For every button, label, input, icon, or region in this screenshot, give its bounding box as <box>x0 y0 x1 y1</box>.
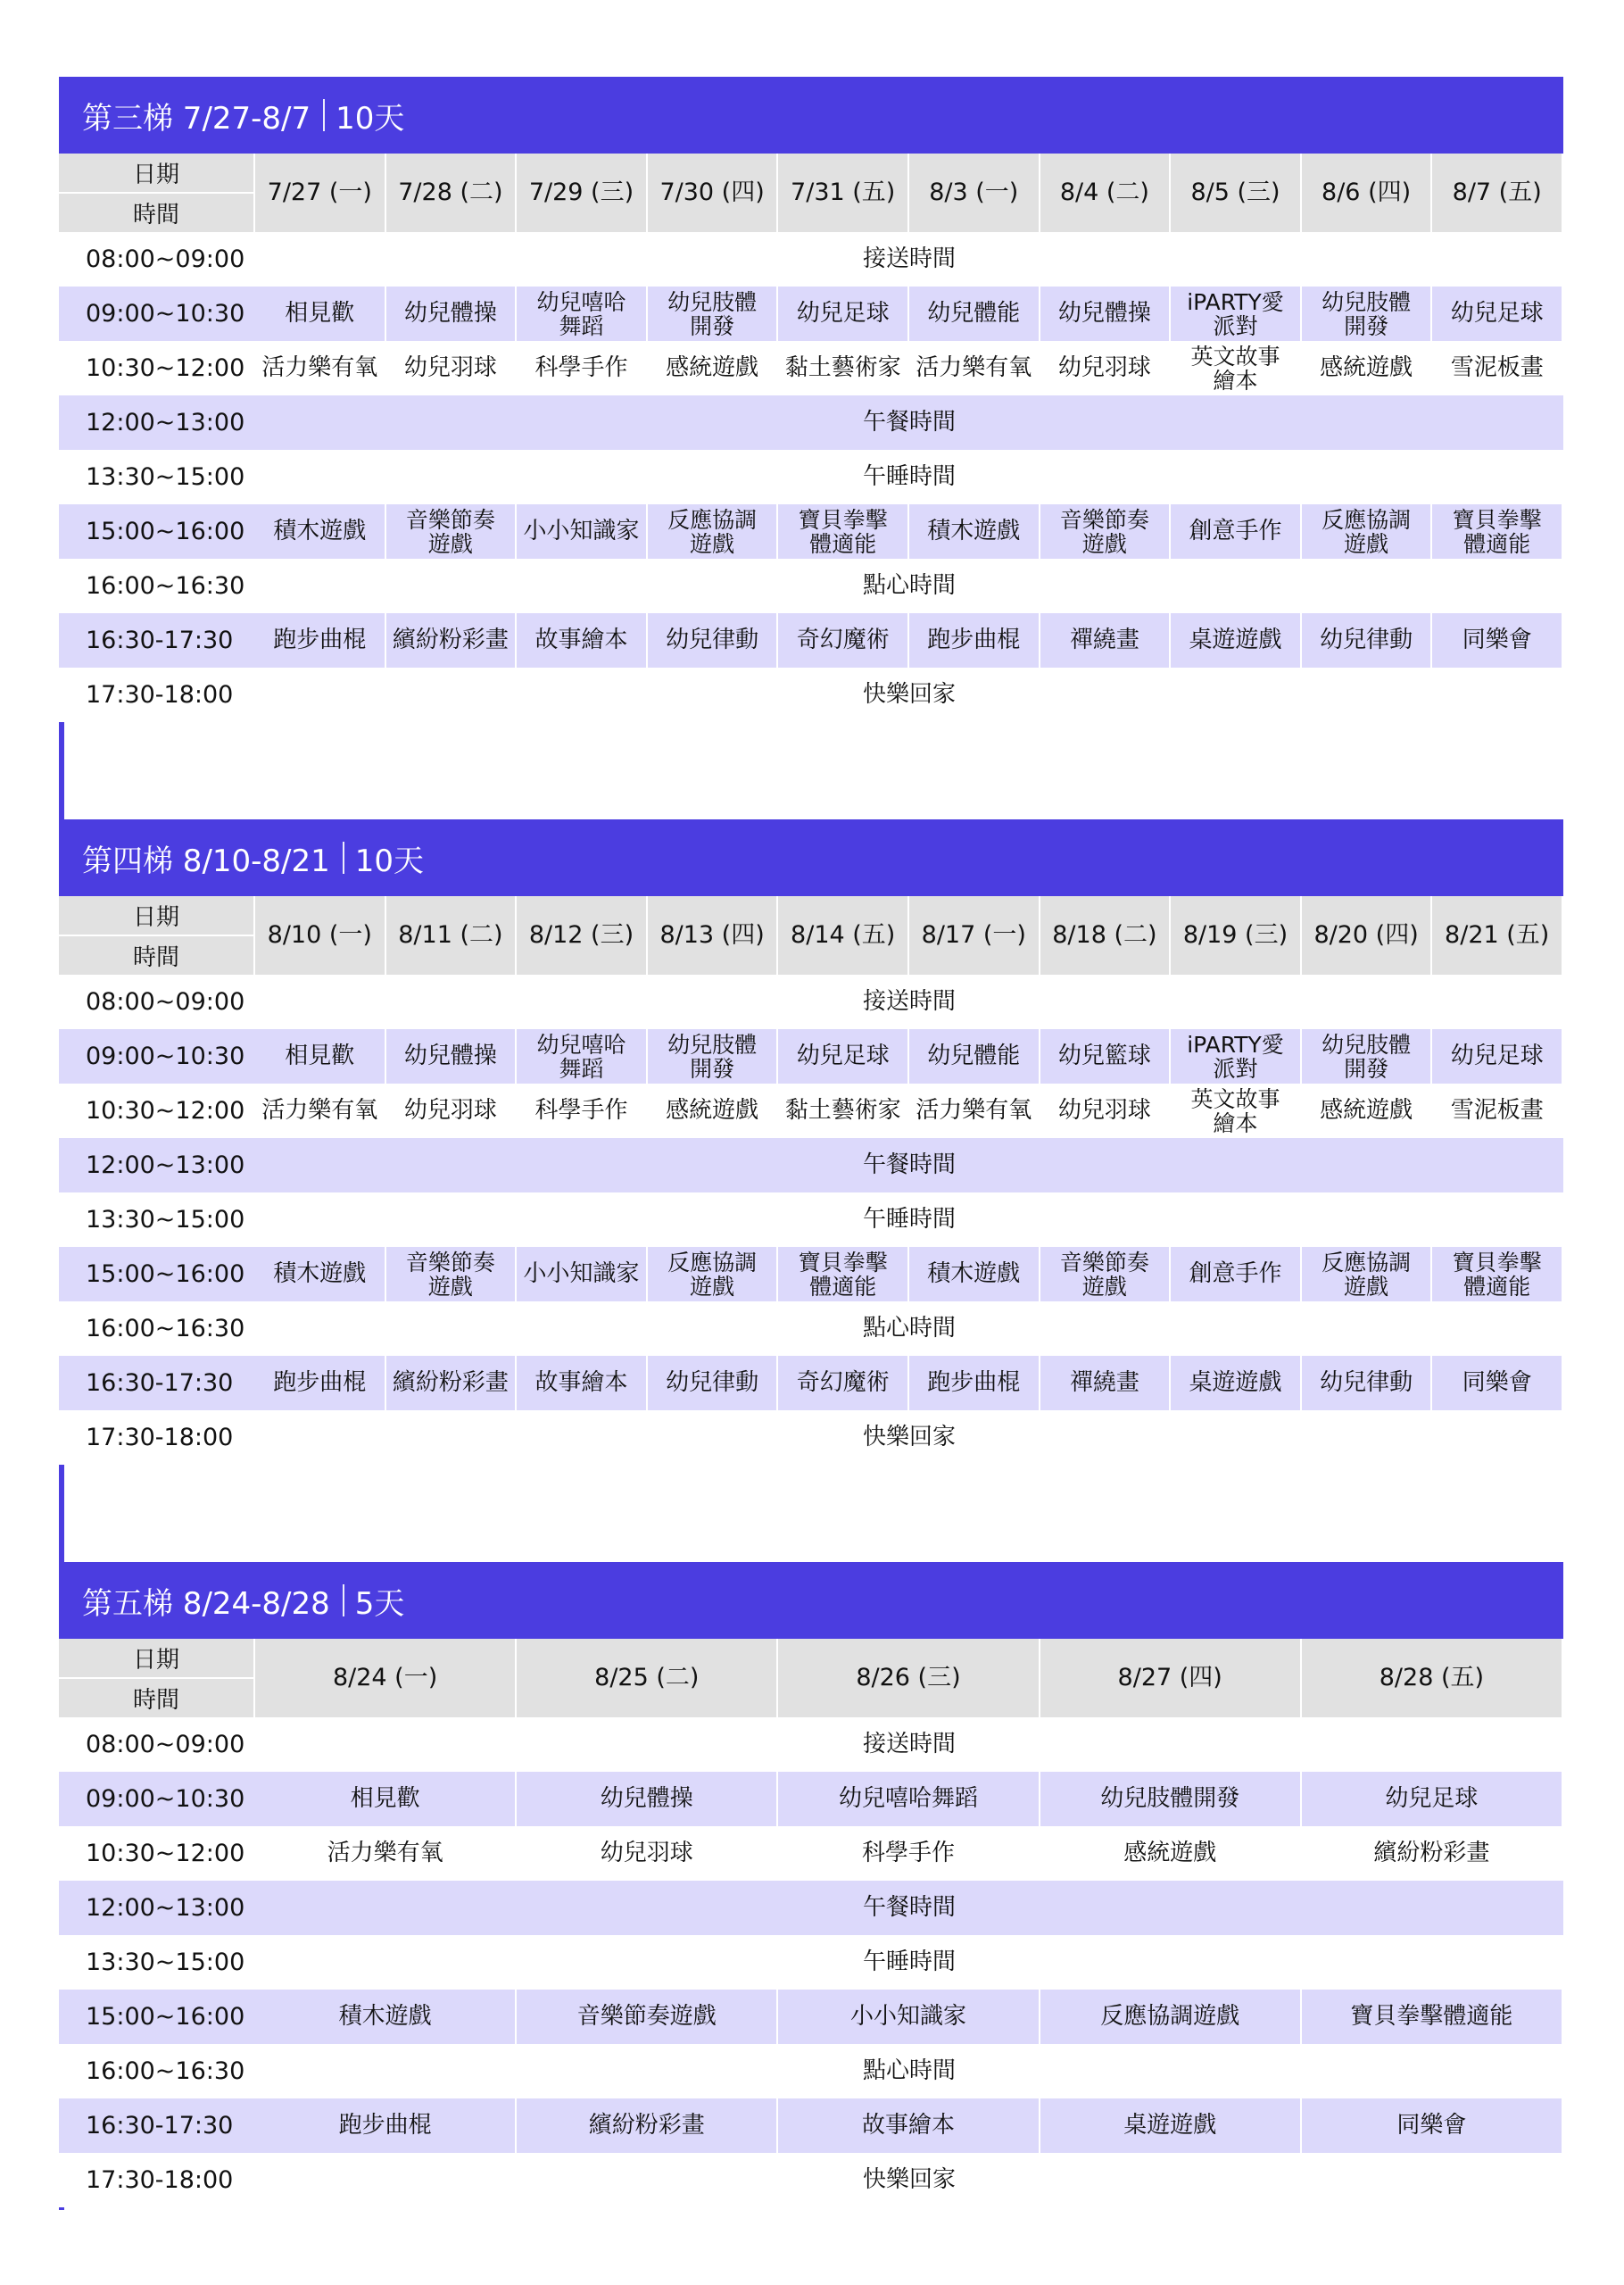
activity-cell: iPARTY愛派對 <box>1171 1029 1302 1084</box>
activity-cell: 活力樂有氧 <box>255 341 386 395</box>
activity-cell: 幼兒體操 <box>386 1029 518 1084</box>
activity-cell: 雪泥板畫 <box>1432 341 1563 395</box>
activity-cell: 音樂節奏遊戲 <box>1040 504 1172 559</box>
day-header: 8/5 (三) <box>1171 154 1302 232</box>
activity-cell: 幼兒足球 <box>1432 287 1563 341</box>
activity-cell: 積木遊戲 <box>909 1247 1040 1301</box>
day-header: 8/7 (五) <box>1432 154 1563 232</box>
activity-cell: 活力樂有氧 <box>909 1084 1040 1138</box>
section-title: 第三梯 7/27-8/7 <box>82 100 311 137</box>
section-title: 第五梯 8/24-8/28 <box>82 1585 330 1622</box>
day-header: 8/14 (五) <box>778 896 909 975</box>
header-corner <box>59 896 255 975</box>
time-slot: 12:00~13:00 <box>59 395 255 450</box>
activity-cell: 科學手作 <box>517 341 648 395</box>
time-slot: 16:30-17:30 <box>59 1356 255 1410</box>
time-slot: 17:30-18:00 <box>59 668 255 722</box>
activity-cell: 感統遊戲 <box>1302 1084 1433 1138</box>
time-slot: 16:30-17:30 <box>59 2098 255 2153</box>
schedule-table <box>59 896 1563 1465</box>
time-slot: 15:00~16:00 <box>59 504 255 559</box>
activity-cell: 幼兒體操 <box>517 1772 778 1826</box>
activity-cell: 音樂節奏遊戲 <box>386 504 518 559</box>
shared-activity: 快樂回家 <box>255 1410 1563 1465</box>
activity-cell: 跑步曲棍 <box>255 2098 517 2153</box>
section-divider <box>343 842 344 874</box>
activity-cell: 活力樂有氧 <box>255 1084 386 1138</box>
date-label: 日期 <box>59 154 253 194</box>
activity-cell: 寶貝拳擊體適能 <box>1302 1990 1563 2044</box>
activity-cell: 寶貝拳擊體適能 <box>778 1247 909 1301</box>
section-divider <box>343 1584 344 1616</box>
activity-cell: 英文故事繪本 <box>1171 341 1302 395</box>
activity-cell: 活力樂有氧 <box>255 1826 517 1881</box>
activity-cell: 幼兒律動 <box>648 1356 779 1410</box>
activity-cell: 桌遊遊戲 <box>1171 613 1302 668</box>
day-header: 8/17 (一) <box>909 896 1040 975</box>
activity-cell: 幼兒羽球 <box>386 1084 518 1138</box>
activity-cell: 幼兒羽球 <box>386 341 518 395</box>
activity-cell: 音樂節奏遊戲 <box>517 1990 778 2044</box>
activity-cell: 反應協調遊戲 <box>648 504 779 559</box>
day-header: 8/25 (二) <box>517 1639 778 1717</box>
date-label: 日期 <box>59 896 253 936</box>
activity-cell: 幼兒羽球 <box>1040 1084 1172 1138</box>
day-header: 8/10 (一) <box>255 896 386 975</box>
activity-cell: 感統遊戲 <box>648 341 779 395</box>
shared-activity: 接送時間 <box>255 1717 1563 1772</box>
schedule-table <box>59 1639 1563 2207</box>
shared-activity: 點心時間 <box>255 2044 1563 2098</box>
activity-cell: 積木遊戲 <box>909 504 1040 559</box>
section-header <box>59 1562 1563 1639</box>
time-slot: 10:30~12:00 <box>59 341 255 395</box>
day-header: 8/4 (二) <box>1040 154 1172 232</box>
time-slot: 15:00~16:00 <box>59 1247 255 1301</box>
activity-cell: 感統遊戲 <box>1302 341 1433 395</box>
activity-cell: 幼兒羽球 <box>517 1826 778 1881</box>
activity-cell: 創意手作 <box>1171 504 1302 559</box>
activity-cell: 感統遊戲 <box>1040 1826 1302 1881</box>
time-slot: 09:00~10:30 <box>59 287 255 341</box>
activity-cell: 幼兒律動 <box>1302 1356 1433 1410</box>
time-slot: 12:00~13:00 <box>59 1881 255 1935</box>
activity-cell: iPARTY愛派對 <box>1171 287 1302 341</box>
shared-activity: 接送時間 <box>255 975 1563 1029</box>
activity-cell: 反應協調遊戲 <box>1302 504 1433 559</box>
activity-cell: 黏土藝術家 <box>778 341 909 395</box>
activity-cell: 幼兒體操 <box>1040 287 1172 341</box>
day-header: 8/27 (四) <box>1040 1639 1302 1717</box>
time-slot: 13:30~15:00 <box>59 1192 255 1247</box>
activity-cell: 禪繞畫 <box>1040 613 1172 668</box>
activity-cell: 相見歡 <box>255 1029 386 1084</box>
schedule-table <box>59 154 1563 722</box>
activity-cell: 幼兒肢體開發 <box>1040 1772 1302 1826</box>
shared-activity: 接送時間 <box>255 232 1563 287</box>
day-header: 8/3 (一) <box>909 154 1040 232</box>
time-slot: 10:30~12:00 <box>59 1826 255 1881</box>
section-header <box>59 819 1563 896</box>
activity-cell: 小小知識家 <box>517 1247 648 1301</box>
activity-cell: 幼兒足球 <box>1302 1772 1563 1826</box>
activity-cell: 跑步曲棍 <box>255 1356 386 1410</box>
activity-cell: 反應協調遊戲 <box>1040 1990 1302 2044</box>
day-header: 8/12 (三) <box>517 896 648 975</box>
activity-cell: 相見歡 <box>255 287 386 341</box>
activity-cell: 桌遊遊戲 <box>1040 2098 1302 2153</box>
day-header: 7/27 (一) <box>255 154 386 232</box>
section-divider <box>323 99 325 131</box>
section-header <box>59 77 1563 154</box>
time-slot: 16:00~16:30 <box>59 559 255 613</box>
activity-cell: 幼兒籃球 <box>1040 1029 1172 1084</box>
activity-cell: 反應協調遊戲 <box>648 1247 779 1301</box>
activity-cell: 繽紛粉彩畫 <box>517 2098 778 2153</box>
activity-cell: 寶貝拳擊體適能 <box>1432 1247 1563 1301</box>
time-slot: 12:00~13:00 <box>59 1138 255 1192</box>
schedule-section <box>59 1562 1563 2207</box>
shared-activity: 快樂回家 <box>255 668 1563 722</box>
shared-activity: 點心時間 <box>255 1301 1563 1356</box>
time-slot: 13:30~15:00 <box>59 450 255 504</box>
time-slot: 17:30-18:00 <box>59 2153 255 2207</box>
activity-cell: 創意手作 <box>1171 1247 1302 1301</box>
time-slot: 10:30~12:00 <box>59 1084 255 1138</box>
activity-cell: 幼兒嘻哈舞蹈 <box>517 287 648 341</box>
day-header: 7/28 (二) <box>386 154 518 232</box>
activity-cell: 幼兒體操 <box>386 287 518 341</box>
activity-cell: 幼兒足球 <box>1432 1029 1563 1084</box>
time-slot: 08:00~09:00 <box>59 1717 255 1772</box>
activity-cell: 幼兒體能 <box>909 287 1040 341</box>
activity-cell: 幼兒肢體開發 <box>1302 1029 1433 1084</box>
shared-activity: 快樂回家 <box>255 2153 1563 2207</box>
day-header: 8/6 (四) <box>1302 154 1433 232</box>
day-header: 8/28 (五) <box>1302 1639 1563 1717</box>
day-header: 8/26 (三) <box>778 1639 1040 1717</box>
activity-cell: 積木遊戲 <box>255 504 386 559</box>
shared-activity: 點心時間 <box>255 559 1563 613</box>
activity-cell: 禪繞畫 <box>1040 1356 1172 1410</box>
activity-cell: 科學手作 <box>778 1826 1040 1881</box>
activity-cell: 幼兒羽球 <box>1040 341 1172 395</box>
schedule-section <box>59 819 1563 1465</box>
section-title: 第四梯 8/10-8/21 <box>82 843 330 879</box>
activity-cell: 音樂節奏遊戲 <box>386 1247 518 1301</box>
schedule-section <box>59 77 1563 722</box>
time-label: 時間 <box>132 1687 179 1714</box>
activity-cell: 幼兒肢體開發 <box>1302 287 1433 341</box>
activity-cell: 活力樂有氧 <box>909 341 1040 395</box>
activity-cell: 科學手作 <box>517 1084 648 1138</box>
section-duration: 5天 <box>354 1585 405 1622</box>
time-slot: 16:00~16:30 <box>59 1301 255 1356</box>
activity-cell: 英文故事繪本 <box>1171 1084 1302 1138</box>
time-slot: 15:00~16:00 <box>59 1990 255 2044</box>
day-header: 8/11 (二) <box>386 896 518 975</box>
header-corner <box>59 1639 255 1717</box>
activity-cell: 積木遊戲 <box>255 1990 517 2044</box>
activity-cell: 繽紛粉彩畫 <box>386 613 518 668</box>
shared-activity: 午睡時間 <box>255 1935 1563 1990</box>
activity-cell: 奇幻魔術 <box>778 1356 909 1410</box>
date-label: 日期 <box>59 1639 253 1679</box>
activity-cell: 寶貝拳擊體適能 <box>1432 504 1563 559</box>
activity-cell: 跑步曲棍 <box>909 1356 1040 1410</box>
activity-cell: 同樂會 <box>1302 2098 1563 2153</box>
activity-cell: 繽紛粉彩畫 <box>386 1356 518 1410</box>
activity-cell: 故事繪本 <box>517 1356 648 1410</box>
time-slot: 09:00~10:30 <box>59 1029 255 1084</box>
section-duration: 10天 <box>354 843 425 879</box>
time-slot: 17:30-18:00 <box>59 1410 255 1465</box>
activity-cell: 奇幻魔術 <box>778 613 909 668</box>
activity-cell: 故事繪本 <box>778 2098 1040 2153</box>
activity-cell: 幼兒律動 <box>648 613 779 668</box>
time-slot: 16:00~16:30 <box>59 2044 255 2098</box>
day-header: 7/29 (三) <box>517 154 648 232</box>
activity-cell: 幼兒肢體開發 <box>648 1029 779 1084</box>
activity-cell: 幼兒肢體開發 <box>648 287 779 341</box>
shared-activity: 午睡時間 <box>255 450 1563 504</box>
activity-cell: 同樂會 <box>1432 613 1563 668</box>
activity-cell: 幼兒體能 <box>909 1029 1040 1084</box>
day-header: 8/18 (二) <box>1040 896 1172 975</box>
day-header: 7/31 (五) <box>778 154 909 232</box>
activity-cell: 繽紛粉彩畫 <box>1302 1826 1563 1881</box>
activity-cell: 幼兒嘻哈舞蹈 <box>517 1029 648 1084</box>
day-header: 8/13 (四) <box>648 896 779 975</box>
activity-cell: 桌遊遊戲 <box>1171 1356 1302 1410</box>
activity-cell: 音樂節奏遊戲 <box>1040 1247 1172 1301</box>
activity-cell: 小小知識家 <box>517 504 648 559</box>
activity-cell: 幼兒足球 <box>778 287 909 341</box>
time-label: 時間 <box>132 944 179 971</box>
section-duration: 10天 <box>336 100 405 137</box>
activity-cell: 積木遊戲 <box>255 1247 386 1301</box>
activity-cell: 小小知識家 <box>778 1990 1040 2044</box>
activity-cell: 跑步曲棍 <box>909 613 1040 668</box>
time-slot: 08:00~09:00 <box>59 232 255 287</box>
time-slot: 08:00~09:00 <box>59 975 255 1029</box>
activity-cell: 幼兒律動 <box>1302 613 1433 668</box>
activity-cell: 寶貝拳擊體適能 <box>778 504 909 559</box>
activity-cell: 幼兒足球 <box>778 1029 909 1084</box>
day-header: 8/21 (五) <box>1432 896 1563 975</box>
shared-activity: 午餐時間 <box>255 1881 1563 1935</box>
day-header: 7/30 (四) <box>648 154 779 232</box>
activity-cell: 感統遊戲 <box>648 1084 779 1138</box>
day-header: 8/24 (一) <box>255 1639 517 1717</box>
header-corner <box>59 154 255 232</box>
time-slot: 16:30-17:30 <box>59 613 255 668</box>
day-header: 8/20 (四) <box>1302 896 1433 975</box>
time-slot: 09:00~10:30 <box>59 1772 255 1826</box>
activity-cell: 故事繪本 <box>517 613 648 668</box>
activity-cell: 相見歡 <box>255 1772 517 1826</box>
activity-cell: 雪泥板畫 <box>1432 1084 1563 1138</box>
shared-activity: 午餐時間 <box>255 395 1563 450</box>
time-label: 時間 <box>132 202 179 228</box>
shared-activity: 午餐時間 <box>255 1138 1563 1192</box>
activity-cell: 黏土藝術家 <box>778 1084 909 1138</box>
day-header: 8/19 (三) <box>1171 896 1302 975</box>
activity-cell: 幼兒嘻哈舞蹈 <box>778 1772 1040 1826</box>
shared-activity: 午睡時間 <box>255 1192 1563 1247</box>
activity-cell: 跑步曲棍 <box>255 613 386 668</box>
time-slot: 13:30~15:00 <box>59 1935 255 1990</box>
activity-cell: 同樂會 <box>1432 1356 1563 1410</box>
activity-cell: 反應協調遊戲 <box>1302 1247 1433 1301</box>
